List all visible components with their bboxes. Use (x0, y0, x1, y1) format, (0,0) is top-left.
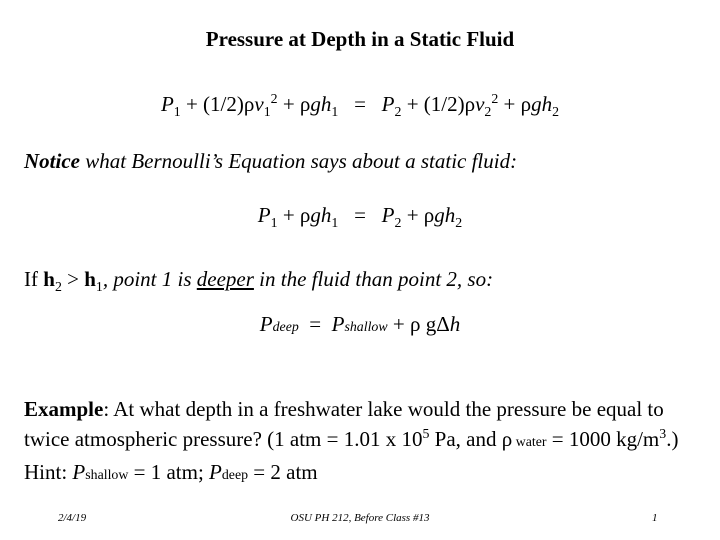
depth-condition-line: If $h_2 > h_1$, point 1 is deeper in the fluid than point 2, so: (24, 267, 494, 295)
footer-page-number: 1 (652, 512, 658, 524)
example-problem: Example: At what depth in a freshwater lake would the pressure be equal to twice atmospheric pressure? (1 atm = 1.01 x $10^5$ Pa, and ρ water = 1000 $kg/m^3$.) Hint: Pshallow = 1 atm; Pdeep = 2 atm (24, 397, 679, 484)
bernoulli-equation: $P_1 + (1/2)\rho v_1^2 + \rho gh_1 = P_2 + (1/2)\rho v_2^2 + \rho gh_2$ (160, 91, 560, 120)
slide-title: Pressure at Depth in a Static Fluid (205, 27, 515, 51)
footer-course: OSU PH 212, Before Class #13 (290, 512, 430, 524)
example-label: Example (24, 397, 104, 421)
notice-lead: Notice (24, 149, 80, 173)
notice-text: what Bernoulli’s Equation says about a static fluid: (79, 149, 518, 173)
deeper-emphasis: deeper (196, 267, 254, 291)
static-fluid-equation: $P_1 + \rho gh_1 = P_2 + \rho gh_2$ (257, 203, 463, 231)
footer-date: 2/4/19 (58, 512, 87, 524)
notice-line (24, 149, 517, 174)
pressure-depth-equation: Pdeep = Pshallow + ρ gΔh (259, 312, 461, 336)
